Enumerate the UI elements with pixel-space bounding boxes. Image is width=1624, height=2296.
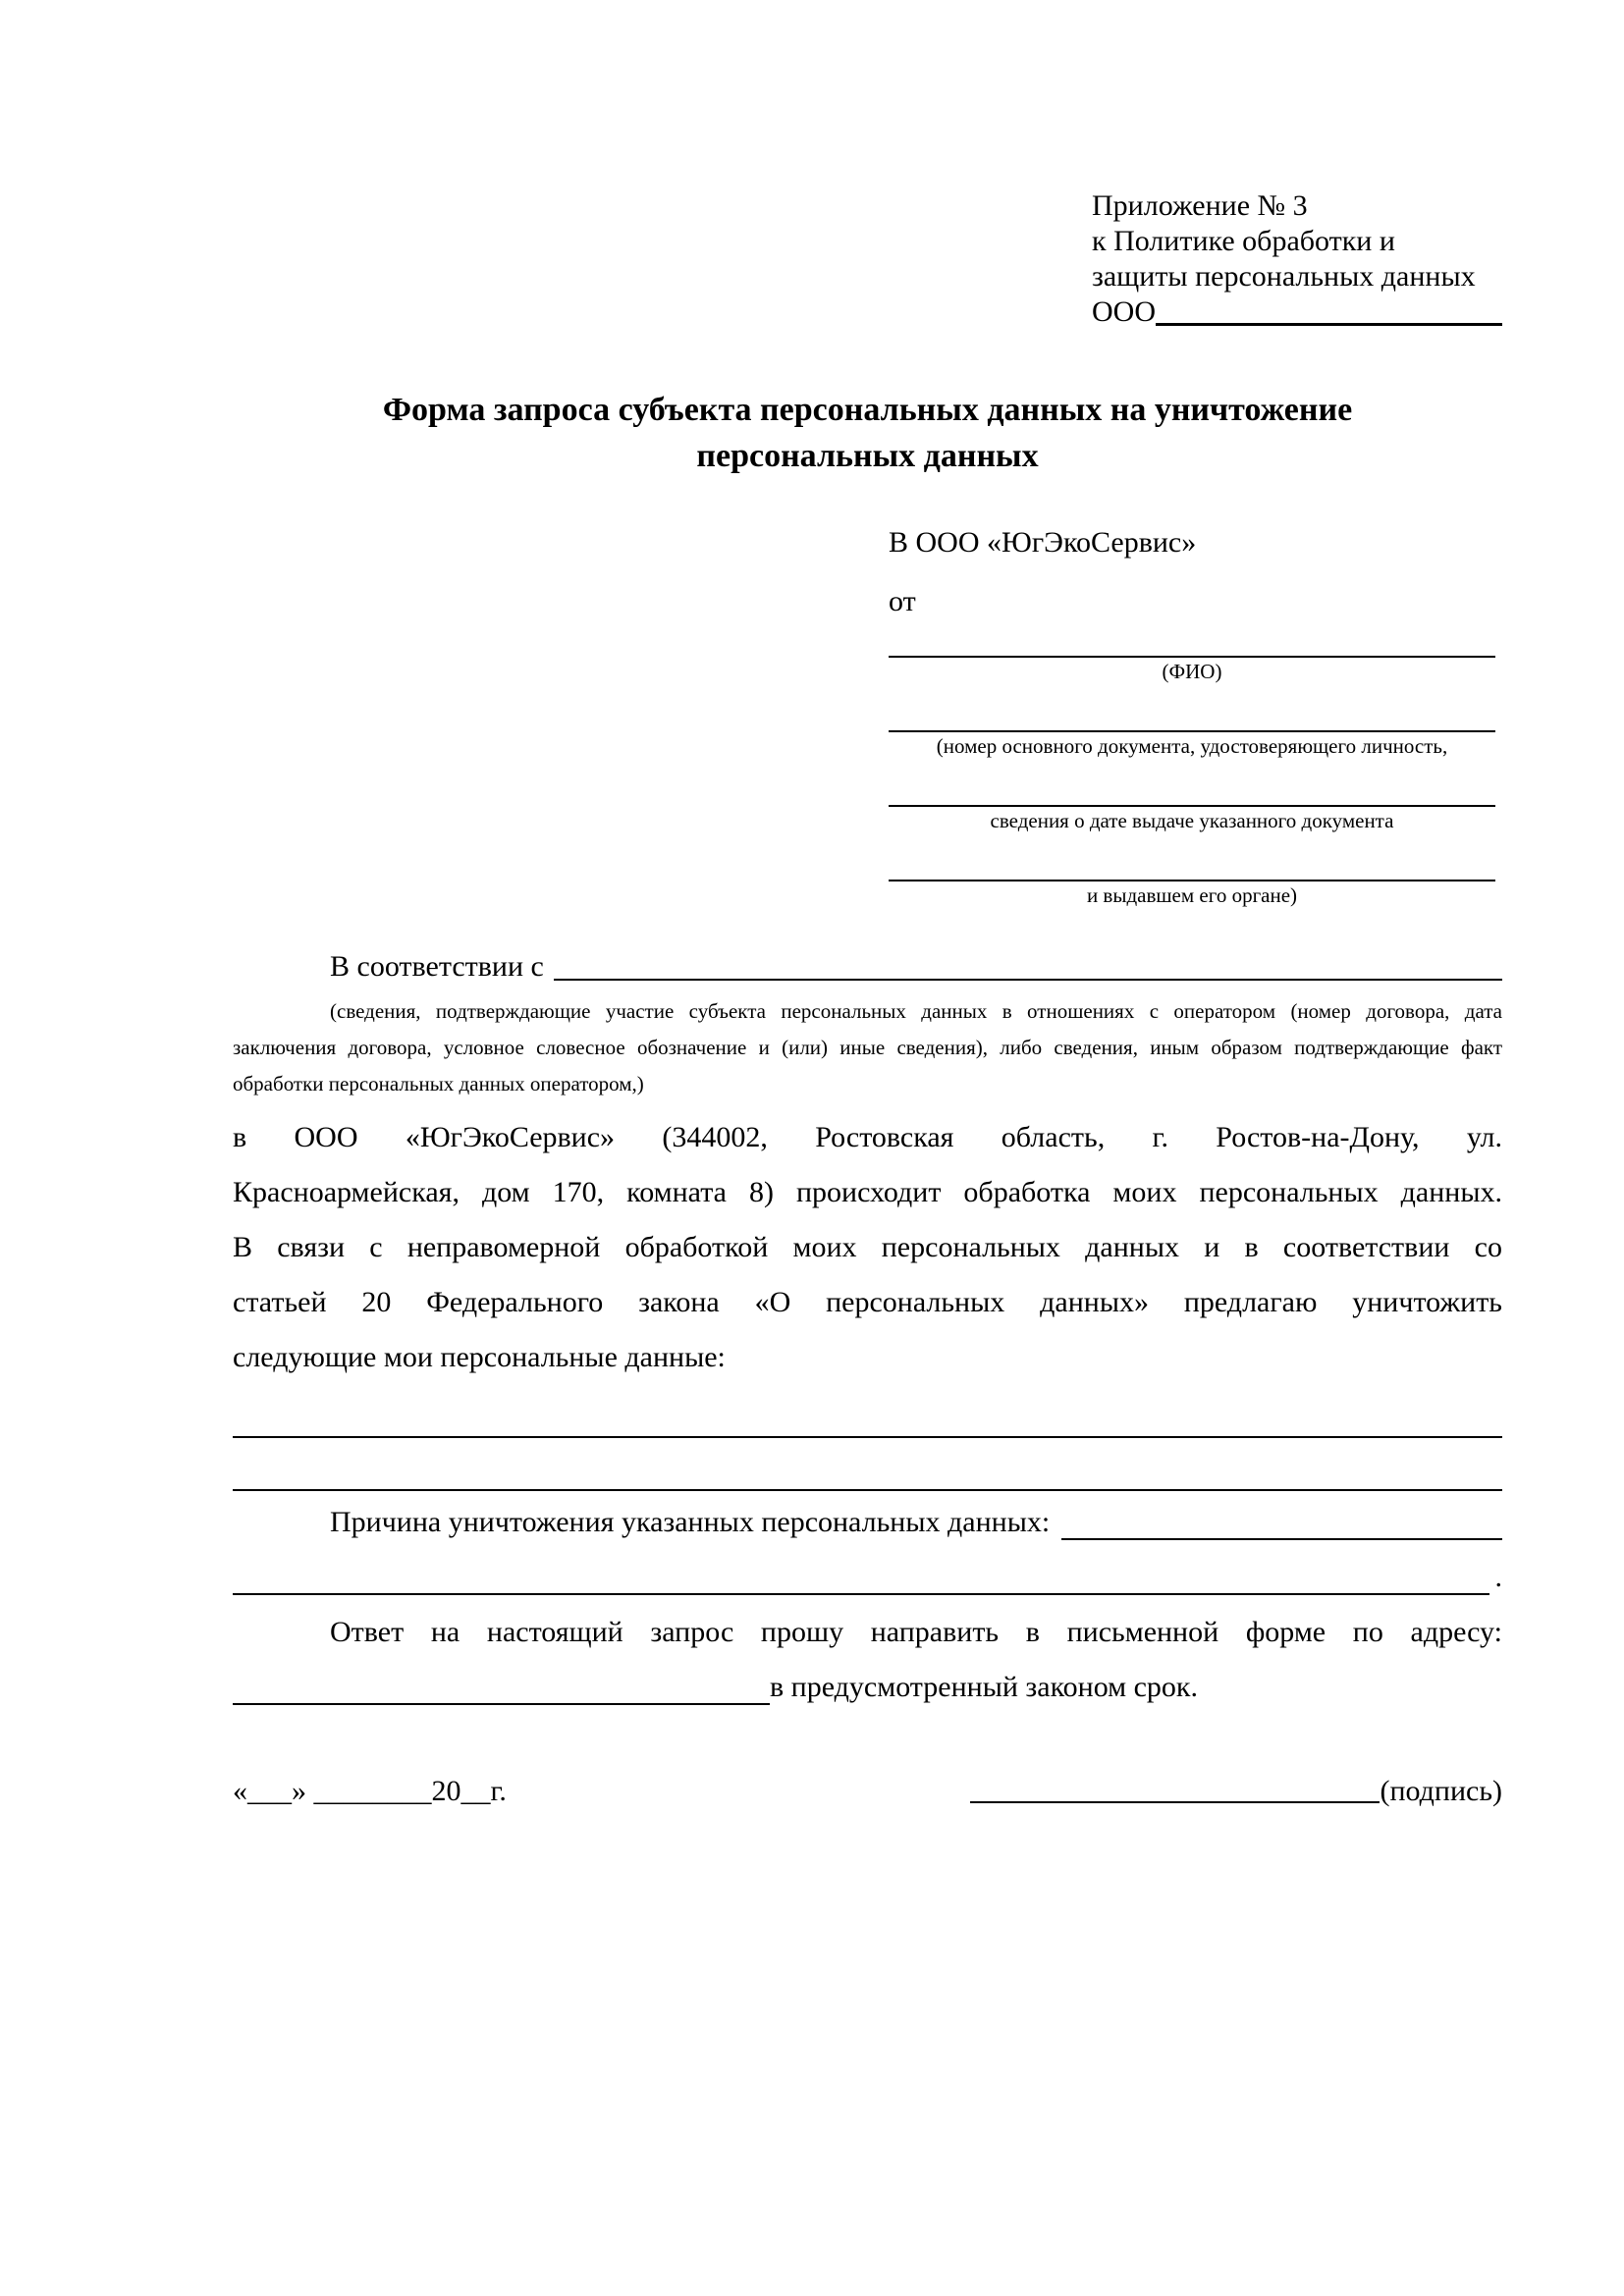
signature-block bbox=[970, 1772, 1502, 1811]
body-line-2: Красноармейская, дом 170, комната 8) происходит обработка моих персональных данных. bbox=[233, 1176, 1502, 1208]
body-line-1: в ООО «ЮгЭкоСервис» (344002, Ростовская область, г. Ростов-на-Дону, ул. bbox=[233, 1121, 1502, 1153]
accordance-lead: В соответствии с bbox=[330, 950, 544, 983]
footnote-line-3: обработки персональных данных оператором,) bbox=[233, 1072, 644, 1095]
reason-continuation-line bbox=[233, 1550, 1502, 1605]
data-blank-line-1 bbox=[233, 1385, 1502, 1438]
org-prefix: ООО bbox=[1092, 295, 1156, 328]
form-title bbox=[233, 387, 1502, 479]
reason-blank-line-2 bbox=[233, 1593, 1489, 1595]
doc-number-field bbox=[889, 683, 1495, 758]
fio-caption: (ФИО) bbox=[1162, 660, 1222, 683]
reason-line bbox=[233, 1495, 1502, 1550]
reason-period: . bbox=[1494, 1561, 1502, 1593]
addressee-block bbox=[889, 524, 1495, 907]
issue-authority-blank-line bbox=[889, 832, 1495, 881]
issue-authority-caption: и выдавшем его органе) bbox=[1086, 883, 1298, 907]
signature-caption: (подпись) bbox=[1380, 1775, 1502, 1807]
response-address-blank bbox=[233, 1703, 770, 1705]
org-line bbox=[1092, 294, 1502, 330]
fio-blank-line bbox=[889, 620, 1495, 658]
appendix-line-3: защиты персональных данных bbox=[1092, 260, 1476, 293]
body-line-4: статьей 20 Федерального закона «О персональных данных» предлагаю уничтожить bbox=[233, 1286, 1502, 1318]
form-title-line-1: Форма запроса субъекта персональных данных на уничтожение bbox=[382, 392, 1353, 428]
footnote-line-1: (сведения, подтверждающие участие субъекта персональных данных в отношениях с оператором (номер договора, дата bbox=[330, 999, 1502, 1023]
body-line-5: следующие мои персональные данные: bbox=[233, 1341, 726, 1373]
accordance-blank-line bbox=[554, 979, 1502, 981]
appendix-line-1: Приложение № 3 bbox=[1092, 189, 1308, 222]
issue-date-field bbox=[889, 758, 1495, 832]
response-tail: в предусмотренный законом срок. bbox=[770, 1671, 1198, 1703]
form-title-line-2: персональных данных bbox=[696, 438, 1039, 474]
appendix-line-2: к Политике обработки и bbox=[1092, 225, 1395, 257]
signature-blank-line bbox=[970, 1801, 1380, 1803]
addressee-from: от bbox=[889, 585, 916, 617]
accordance-footnote bbox=[233, 993, 1502, 1102]
response-line: Ответ на настоящий запрос прошу направить в письменной форме по адресу: bbox=[330, 1616, 1502, 1648]
reason-label: Причина уничтожения указанных персональных данных: bbox=[330, 1506, 1051, 1538]
footnote-line-2: заключения договора, условное словесное обозначение и (или) иные сведения), либо сведения, иным образом подтверждающие факт bbox=[233, 1036, 1502, 1059]
response-address-line bbox=[233, 1660, 1502, 1715]
doc-number-blank-line bbox=[889, 683, 1495, 732]
body-line-3: В связи с неправомерной обработкой моих персональных данных и в соответствии со bbox=[233, 1231, 1502, 1263]
body-paragraph bbox=[233, 1110, 1502, 1385]
issue-date-caption: сведения о дате выдаче указанного документа bbox=[990, 809, 1394, 832]
reason-blank-line-1 bbox=[1061, 1538, 1502, 1540]
org-name-blank bbox=[1156, 323, 1502, 326]
doc-number-caption: (номер основного документа, удостоверяющего личность, bbox=[936, 734, 1448, 758]
data-blank-line-2 bbox=[233, 1438, 1502, 1491]
issue-date-blank-line bbox=[889, 758, 1495, 807]
addressee-to: В ООО «ЮгЭкоСервис» bbox=[889, 526, 1197, 559]
issue-authority-field bbox=[889, 832, 1495, 907]
date-blank: «___» ________20__г. bbox=[233, 1775, 507, 1807]
appendix-note bbox=[1092, 188, 1502, 330]
footer-row bbox=[233, 1772, 1502, 1811]
fio-field bbox=[889, 620, 1495, 683]
accordance-line bbox=[233, 948, 1502, 986]
